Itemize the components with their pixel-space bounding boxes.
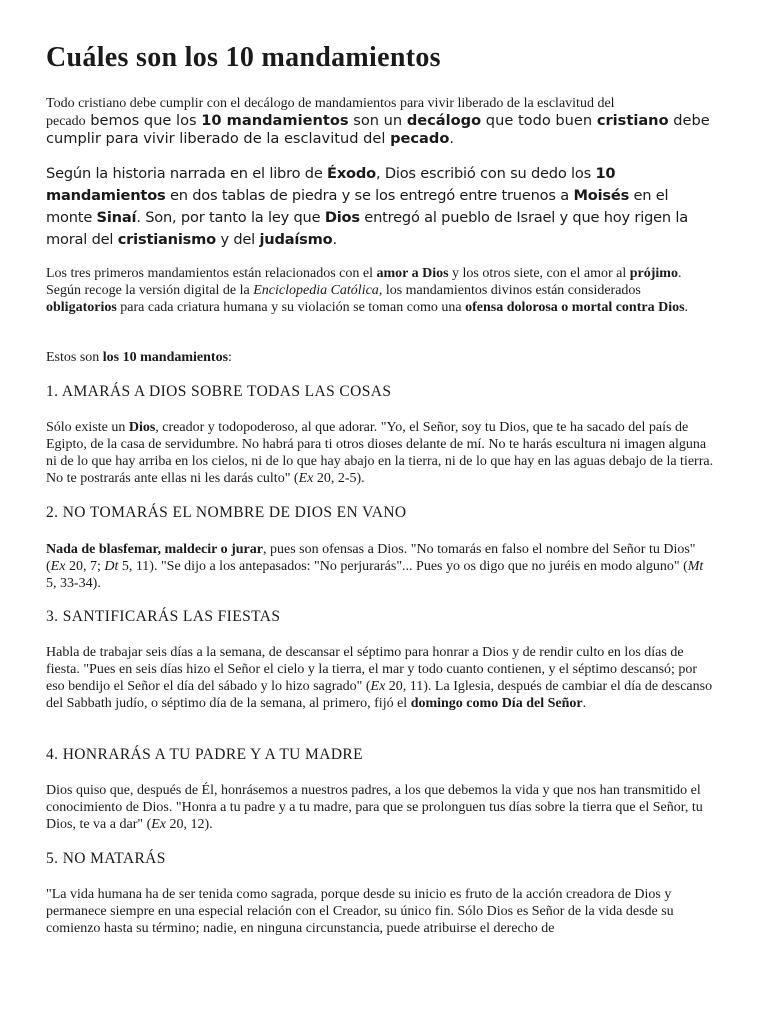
intro-bold: 10 mandamientos bbox=[201, 112, 349, 129]
tres-text: y los otros siete, con el amor al bbox=[448, 266, 630, 281]
tres-italic: Enciclopedia Católica bbox=[253, 283, 379, 298]
tres-bold: amor a Dios bbox=[376, 266, 449, 281]
m1-italic: Ex bbox=[298, 471, 314, 486]
m1-text: 20, 2-5). bbox=[313, 471, 365, 486]
m1-text: Sólo existe un bbox=[46, 420, 129, 435]
intro-bold: decálogo bbox=[406, 112, 482, 129]
m2-italic: Ex bbox=[50, 559, 66, 574]
m2-italic: Mt bbox=[687, 559, 704, 574]
historia-bold: cristianismo bbox=[117, 231, 216, 248]
intro-text: que todo buen bbox=[481, 112, 597, 129]
estos-text: Estos son bbox=[46, 350, 103, 365]
estos-bold: los 10 mandamientos bbox=[102, 350, 229, 365]
commandment-2-text bbox=[46, 541, 714, 592]
m5-text: "La vida humana ha de ser tenida como sagrada, porque desde su inicio es fruto de la acción creadora de Dios y permanece siempre en una especial relación con el Creador, su único fin. Sólo Dios es Señor de la vida desde su comienzo hasta su término; nadie, en ninguna circunstancia, puede atribuirse el derecho de bbox=[46, 887, 674, 936]
m4-text: 20, 12). bbox=[166, 817, 213, 832]
intro-bold: cristiano bbox=[596, 112, 669, 129]
intro-text: bemos que los bbox=[85, 112, 202, 129]
historia-text: Según la historia narrada en el libro de bbox=[46, 165, 328, 182]
m2-bold: Nada de blasfemar, maldecir o jurar bbox=[46, 542, 263, 557]
m2-text: 20, 7; bbox=[65, 559, 105, 574]
commandment-1-heading: 1. AMARÁS A DIOS SOBRE TODAS LAS COSAS bbox=[46, 383, 392, 400]
m3-italic: Ex bbox=[370, 679, 386, 694]
historia-text: , Dios escribió con su dedo los bbox=[375, 165, 596, 182]
commandment-1-text bbox=[46, 419, 714, 487]
historia-bold: judaísmo bbox=[259, 231, 333, 248]
commandment-2-heading: 2. NO TOMARÁS EL NOMBRE DE DIOS EN VANO bbox=[46, 504, 407, 521]
historia-text: entregó al pueblo de Israel y que hoy rigen la moral del bbox=[46, 209, 688, 248]
commandment-5-text bbox=[46, 886, 714, 937]
historia-text: . bbox=[332, 231, 337, 248]
commandment-5-heading: 5. NO MATARÁS bbox=[46, 850, 166, 867]
m1-bold: Dios bbox=[128, 420, 156, 435]
m4-text: Dios quiso que, después de Él, honrásemos a nuestros padres, a los que debemos la vida y que nos han transmitido el conocimiento de Dios. "Honra a tu padre y a tu madre, para que se prolonguen tus días sobre la tierra que el Señor, tu Dios, te va a dar" ( bbox=[46, 783, 703, 832]
intro-text: . bbox=[449, 130, 455, 147]
commandment-4-heading: 4. HONRARÁS A TU PADRE Y A TU MADRE bbox=[46, 746, 364, 763]
estos-text: : bbox=[228, 350, 232, 365]
tres-text: para cada criatura humana y su violación se toman como una bbox=[116, 300, 466, 315]
historia-bold: Éxodo bbox=[327, 165, 376, 182]
m2-italic: Dt bbox=[104, 559, 119, 574]
m3-text: . bbox=[582, 696, 587, 711]
tres-bold: obligatorios bbox=[46, 300, 117, 315]
page-title: Cuáles son los 10 mandamientos bbox=[46, 42, 441, 73]
intro-text: Todo cristiano debe cumplir con el decálogo de mandamientos para vivir liberado de la esclavitud del bbox=[46, 96, 615, 111]
estos-paragraph bbox=[46, 349, 714, 366]
tres-text: . bbox=[684, 300, 689, 315]
intro-bold: pecado bbox=[390, 130, 450, 147]
m2-text: 5, 33-34). bbox=[46, 576, 101, 591]
tres-text: , los mandamientos divinos están considerados bbox=[378, 283, 641, 298]
intro-text: son un bbox=[348, 112, 407, 129]
historia-text: y del bbox=[216, 231, 260, 248]
m3-text: Habla de trabajar seis días a la semana, de descansar el séptimo para honrar a Dios y de rendir culto en los días de fiesta. "Pues en seis días hizo el Señor el cielo y la tierra, el mar y todo cuanto contienen, y el séptimo descansó; por eso bendijo el Señor el día del sábado y lo hizo sagrado" ( bbox=[46, 645, 698, 694]
m1-text: , creador y todopoderoso, al que adorar. "Yo, el Señor, soy tu Dios, que te ha sacado del país de Egipto, de la casa de servidumbre. No habrá para ti otros dioses delante de mí. No te harás escultura ni imagen alguna ni de lo que hay arriba en los cielos, ni de lo que hay abajo en la tierra, ni de lo que hay en las aguas debajo de la tierra. No te postrarás ante ellas ni les darás culto" ( bbox=[46, 420, 714, 486]
m2-text: 5, 11). "Se dijo a los antepasados: "No perjurarás"... Pues yo os digo que no juréis en modo alguno" ( bbox=[118, 559, 688, 574]
tres-text: Los tres primeros mandamientos están relacionados con el bbox=[46, 266, 377, 281]
intro-text: debe cumplir para vivir liberado de la esclavitud del bbox=[46, 112, 710, 147]
m4-italic: Ex bbox=[151, 817, 166, 832]
historia-bold: Dios bbox=[324, 209, 360, 226]
m2-text: , pues son ofensas a Dios. "No tomarás en falso el nombre del Señor tu Dios" ( bbox=[46, 542, 696, 574]
historia-bold: Moisés bbox=[573, 187, 630, 204]
commandment-3-text bbox=[46, 644, 714, 712]
historia-paragraph bbox=[46, 163, 714, 251]
tres-text: . Según recoge la versión digital de la bbox=[46, 266, 682, 298]
m3-bold: domingo como Día del Señor bbox=[410, 696, 583, 711]
intro-paragraph bbox=[46, 95, 714, 148]
historia-text: en el monte bbox=[46, 187, 669, 226]
historia-bold: 10 mandamientos bbox=[46, 165, 616, 204]
m3-text: 20, 11). La Iglesia, después de cambiar el día de descanso del Sabbath judío, o séptimo día de la semana, al primero, fijó el bbox=[46, 679, 713, 711]
historia-text: . Son, por tanto la ley que bbox=[136, 209, 325, 226]
tres-bold: ofensa dolorosa o mortal contra Dios bbox=[465, 300, 685, 315]
commandment-4-text bbox=[46, 782, 714, 833]
tres-paragraph bbox=[46, 265, 714, 316]
historia-bold: Sinaí bbox=[96, 209, 137, 226]
tres-bold: prójimo bbox=[629, 266, 678, 281]
intro-sans-text bbox=[46, 112, 710, 147]
historia-text: en dos tablas de piedra y se los entregó entre truenos a bbox=[165, 187, 574, 204]
intro-text: pecado bbox=[46, 114, 86, 129]
commandment-3-heading: 3. SANTIFICARÁS LAS FIESTAS bbox=[46, 608, 281, 625]
